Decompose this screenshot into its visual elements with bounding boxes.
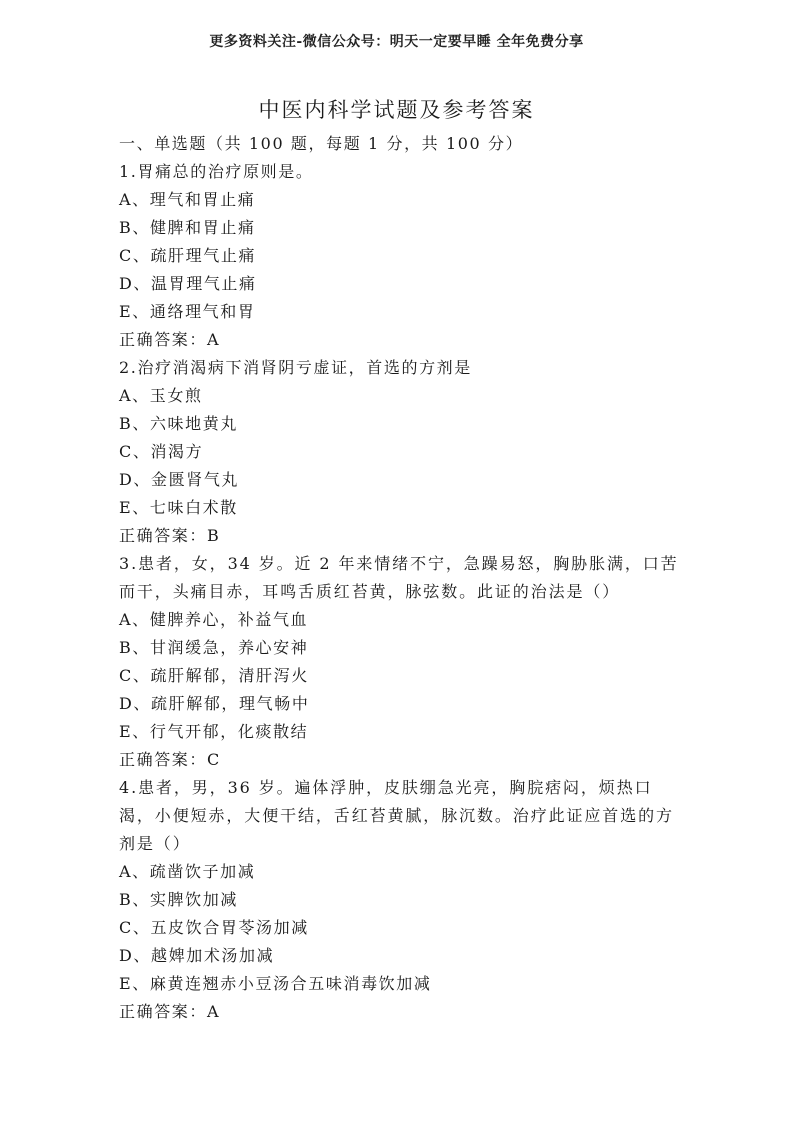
section-heading: 一、单选题（共 100 题，每题 1 分，共 100 分） [119,134,524,153]
option-d: D、越婢加术汤加减 [119,946,275,965]
option-c: C、消渴方 [119,442,204,461]
option-b: B、健脾和胃止痛 [119,218,256,237]
correct-answer: 正确答案：A [119,330,221,349]
option-a: A、健脾养心，补益气血 [119,610,309,629]
option-d: D、疏肝解郁，理气畅中 [119,694,310,713]
question-stem: 1.胃痛总的治疗原则是。 [119,162,314,181]
question-4 [119,774,679,1026]
document-title: 中医内科学试题及参考答案 [258,98,535,122]
correct-answer: 正确答案：B [119,526,221,545]
option-a: A、理气和胃止痛 [119,190,256,209]
question-stem: 4.患者，男，36 岁。遍体浮肿，皮肤绷急光亮，胸脘痞闷，烦热口渴，小便短赤，大便干结，舌红苔黄腻，脉沉数。治疗此证应首选的方剂是（） [119,778,674,853]
header-note: 更多资料关注-微信公众号：明天一定要早睡 全年免费分享 [209,34,584,50]
correct-answer: 正确答案：A [119,1002,221,1021]
document-body [119,130,679,1026]
question-stem: 2.治疗消渴病下消肾阴亏虚证，首选的方剂是 [119,358,472,377]
question-2 [119,354,679,550]
option-c: C、疏肝解郁，清肝泻火 [119,666,309,685]
correct-answer: 正确答案：C [119,750,221,769]
option-d: D、温胃理气止痛 [119,274,257,293]
option-c: C、五皮饮合胃苓汤加减 [119,918,309,937]
option-b: B、实脾饮加减 [119,890,238,909]
option-a: A、玉女煎 [119,386,203,405]
option-e: E、麻黄连翘赤小豆汤合五味消毒饮加减 [119,974,432,993]
question-stem: 3.患者，女，34 岁。近 2 年来情绪不宁，急躁易怒，胸胁胀满，口苦而干，头痛目赤，耳鸣舌质红苔黄，脉弦数。此证的治法是（） [119,554,679,601]
option-e: E、行气开郁，化痰散结 [119,722,309,741]
option-c: C、疏肝理气止痛 [119,246,257,265]
option-e: E、通络理气和胃 [119,302,256,321]
question-1 [119,158,679,354]
option-a: A、疏凿饮子加减 [119,862,256,881]
option-b: B、甘润缓急，养心安神 [119,638,309,657]
option-e: E、七味白术散 [119,498,238,517]
option-b: B、六味地黄丸 [119,414,238,433]
option-d: D、金匮肾气丸 [119,470,240,489]
question-3 [119,550,679,774]
